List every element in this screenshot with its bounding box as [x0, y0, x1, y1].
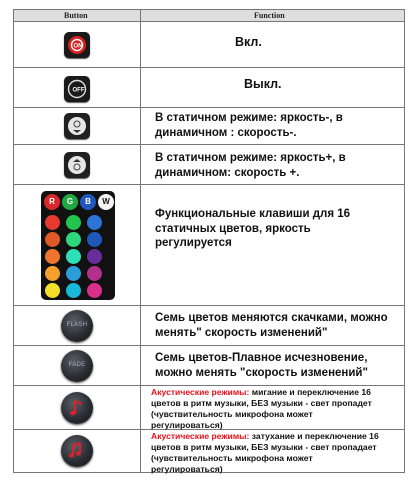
fade-button-icon[interactable]: [61, 350, 93, 382]
color-key[interactable]: [45, 232, 60, 247]
cell-icon: [14, 346, 140, 385]
fade-label: FADE: [68, 362, 86, 368]
cell-function: [141, 108, 404, 144]
cell-icon: [14, 108, 140, 144]
brightness-up-icon[interactable]: [64, 152, 90, 178]
function-text: Функциональные клавиши для 16 статичных цветов, яркость регулируется: [155, 208, 351, 249]
cell-icon: [14, 386, 140, 429]
key-b[interactable]: B: [80, 194, 96, 210]
cell-icon: [14, 68, 140, 107]
music-notes-icon[interactable]: [61, 435, 93, 467]
table-row-fade: [14, 346, 404, 386]
cell-icon: [14, 185, 140, 305]
table-row-on: [14, 22, 404, 68]
header-button: Button: [64, 11, 88, 20]
brightness-down-icon[interactable]: [64, 113, 90, 139]
flash-button-icon[interactable]: [61, 310, 93, 342]
table-row-music-1: [14, 386, 404, 430]
color-key[interactable]: [45, 283, 60, 298]
cell-function: [141, 22, 404, 67]
cell-icon: [14, 306, 140, 345]
color-key[interactable]: [87, 215, 102, 230]
color-key[interactable]: [45, 266, 60, 281]
table-row-off: [14, 68, 404, 108]
color-key[interactable]: [45, 249, 60, 264]
color-key[interactable]: [87, 232, 102, 247]
function-text: Выкл.: [244, 77, 282, 91]
acoustic-label: Акустические режимы:: [151, 387, 250, 397]
table-row-brightness-down: [14, 108, 404, 145]
function-text: Семь цветов-Плавное исчезновение, можно менять "скорость изменений": [155, 352, 368, 379]
function-text: Вкл.: [235, 35, 262, 49]
cell-function: [141, 68, 404, 107]
cell-function: [141, 306, 404, 345]
key-g[interactable]: G: [62, 194, 78, 210]
header-function: Function: [254, 11, 285, 20]
color-key[interactable]: [45, 215, 60, 230]
table-row-music-2: [14, 430, 404, 472]
color-key[interactable]: [87, 266, 102, 281]
cell-function: [141, 430, 404, 472]
function-text: Акустические режимы: затухание и переключение 16 цветов в ритм музыки, БЕЗ музыки - свет пропадает (чувствительность микрофона может регулироваться): [151, 431, 379, 474]
power-off-icon[interactable]: [64, 76, 90, 102]
color-key[interactable]: [66, 232, 81, 247]
color-key[interactable]: [66, 249, 81, 264]
off-label: OFF: [72, 87, 85, 94]
flash-label: FLASH: [66, 322, 88, 328]
cell-icon: [14, 430, 140, 472]
cell-icon: [14, 22, 140, 67]
color-key[interactable]: [87, 283, 102, 298]
function-table: [13, 9, 405, 473]
function-text: Акустические режимы: мигание и переключение 16 цветов в ритм музыки, БЕЗ музыки - свет пропадет (чувствительность микрофона может регулироваться): [151, 387, 372, 430]
color-key[interactable]: [66, 266, 81, 281]
color-keypad-icon: [41, 191, 115, 300]
function-text: Семь цветов меняются скачками, можно менять" скорость изменений": [155, 312, 388, 339]
key-w[interactable]: W: [98, 194, 114, 210]
color-key[interactable]: [66, 215, 81, 230]
table-row-color-keys: [14, 185, 404, 306]
color-key[interactable]: [66, 283, 81, 298]
power-on-icon[interactable]: [64, 32, 90, 58]
table-row-brightness-up: [14, 145, 404, 185]
table-header: [14, 10, 404, 22]
cell-function: [141, 145, 404, 184]
music-note-icon[interactable]: [61, 392, 93, 424]
function-text: В статичном режиме: яркость-, в динамичном : скорость-.: [155, 112, 343, 139]
cell-function: [141, 185, 404, 305]
acoustic-label: Акустические режимы:: [151, 431, 250, 441]
function-text: В статичном режиме: яркость+, в динамичном: скорость +.: [155, 152, 346, 179]
color-key[interactable]: [87, 249, 102, 264]
on-label: ON: [73, 43, 83, 50]
cell-function: [141, 386, 404, 429]
cell-icon: [14, 145, 140, 184]
table-row-flash: [14, 306, 404, 346]
key-r[interactable]: R: [44, 194, 60, 210]
cell-function: [141, 346, 404, 385]
